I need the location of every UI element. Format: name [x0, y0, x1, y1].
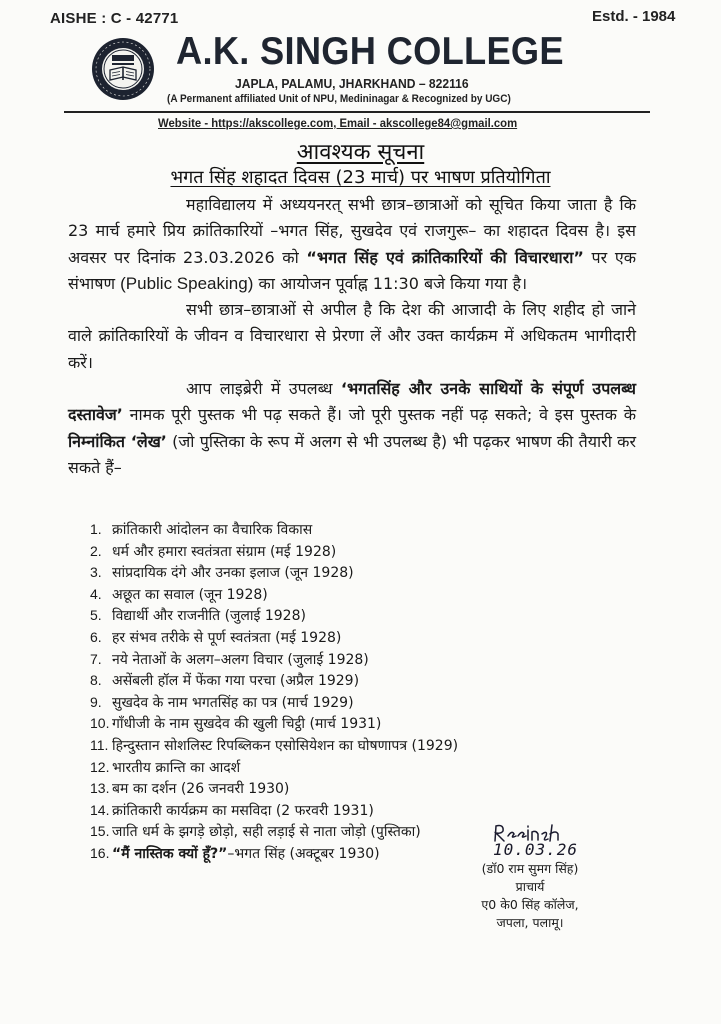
college-affiliation: (A Permanent affiliated Unit of NPU, Medininagar & Recognized by UGC): [167, 93, 511, 105]
article-title: हर संभव तरीके से पूर्ण स्वतंत्रता (मई 1928): [112, 629, 342, 646]
article-item: [90, 735, 458, 757]
signatory-designation: प्राचार्य: [515, 879, 545, 894]
article-number: 4.: [90, 585, 102, 602]
signatory-college: ए0 के0 सिंह कॉलेज,: [481, 897, 579, 912]
article-title: बम का दर्शन (26 जनवरी 1930): [112, 781, 290, 798]
aishe-code: AISHE : C - 42771: [50, 10, 179, 27]
article-item: [90, 649, 458, 671]
article-number: 5.: [90, 607, 102, 624]
para1-text: महाविद्यालय में अध्ययनरत् सभी छात्र–छात्राओं को सूचित किया जाता है कि 23 मार्च हमारे प्रिय क्रांतिकारियों –भगत सिंह, सुखदेव एवं राजगुरू– का शहादत दिवस है। इस अवसर पर दिनांक 23.03.2026 को: [68, 195, 636, 267]
paragraph-appeal: सभी छात्र–छात्राओं से अपील है कि देश की आजादी के लिए शहीद हो जाने वाले क्रांतिकारियों के जीवन व विचारधारा से प्रेरणा लें और उक्त कार्यक्रम में अधिकतम भागीदारी करें।: [68, 300, 636, 372]
article-title: सुखदेव के नाम भगतसिंह का पत्र (मार्च 1929): [112, 694, 354, 711]
articles-label: निम्नांकित ‘लेख’: [68, 431, 167, 451]
article-number: 8.: [90, 672, 102, 689]
header-divider: [64, 111, 650, 113]
para1-text-3: का आयोजन पूर्वाह्न 11:30 बजे किया गया है।: [253, 273, 528, 293]
article-number: 3.: [90, 564, 102, 581]
article-number: 13.: [90, 780, 110, 797]
notice-title: आवश्यक सूचना: [296, 140, 425, 165]
article-item: [90, 713, 458, 735]
para3-text-3: (जो पुस्तिका के रूप में अलग से भी उपलब्ध है) भी पढ़कर भाषण की तैयारी कर सकते हैं–: [68, 431, 636, 477]
article-number: 16.: [90, 844, 110, 861]
para1-text-2: पर एक संभाषण: [68, 247, 636, 293]
book-title: ‘भगतसिंह और उनके साथियों के संपूर्ण उपलब्ध दस्तावेज’: [68, 379, 637, 425]
college-address: JAPLA, PALAMU, JHARKHAND – 822116: [235, 76, 469, 91]
article-title: असेंबली हॉल में फेंका गया परचा (अप्रैल 1929): [112, 673, 360, 690]
article-number: 7.: [90, 650, 102, 667]
article-item: [90, 800, 458, 822]
article-number: 6.: [90, 628, 102, 645]
article-title: जाति धर्म के झगड़े छोड़ो, सही लड़ाई से नाता जोड़ो (पुस्तिका): [112, 824, 421, 841]
para3-text: आप लाइब्रेरी में उपलब्ध: [186, 379, 341, 399]
article-title: नये नेताओं के अलग–अलग विचार (जुलाई 1928): [112, 651, 369, 668]
article-item: [90, 778, 458, 800]
article-item: [90, 692, 458, 714]
signatory-name: (डॉ0 राम सुमग सिंह): [481, 861, 579, 876]
notice-subtitle: भगत सिंह शहादत दिवस (23 मार्च) पर भाषण प्रतियोगिता: [170, 167, 551, 188]
article-number: 15.: [90, 823, 110, 840]
signatory-block: [460, 860, 600, 932]
article-number: 11.: [90, 736, 109, 753]
article-number: 14.: [90, 801, 110, 818]
college-name: A.K. SINGH COLLEGE: [176, 30, 564, 73]
established-year: Estd. - 1984: [592, 8, 676, 25]
paragraph-library: [68, 376, 636, 481]
article-number: 10.: [90, 715, 110, 732]
article-title: धर्म और हमारा स्वतंत्रता संग्राम (मई 1928): [112, 543, 337, 560]
article-title: हिन्दुस्तान सोशलिस्ट रिपब्लिकन एसोसियेशन का घोषणापत्र (1929): [112, 737, 459, 754]
para3-text-2: नामक पूरी पुस्तक भी पढ़ सकते हैं। जो पूरी पुस्तक नहीं पढ़ सकते; वे इस पुस्तक के: [122, 405, 636, 425]
articles-list: [90, 519, 458, 865]
article-number: 2.: [90, 542, 102, 559]
article-item: [90, 541, 458, 563]
article-title: भारतीय क्रान्ति का आदर्श: [112, 759, 241, 776]
article-title: क्रांतिकारी आंदोलन का वैचारिक विकास: [112, 522, 313, 538]
article-title: –भगत सिंह (अक्टूबर 1930): [227, 845, 380, 862]
signature-date: 10.03.26: [493, 840, 579, 859]
article-item: [90, 670, 458, 692]
article-title-bold: “मैं नास्तिक क्यों हूँ?”: [112, 845, 228, 862]
article-item: [90, 757, 458, 779]
article-title: क्रांतिकारी कार्यक्रम का मसविदा (2 फरवरी 1931): [112, 802, 374, 819]
article-number: 9.: [90, 693, 102, 710]
article-title: सांप्रदायिक दंगे और उनका इलाज (जून 1928): [112, 565, 354, 582]
article-title: विद्यार्थी और राजनीति (जुलाई 1928): [112, 608, 306, 625]
article-title: अछूत का सवाल (जून 1928): [112, 586, 268, 603]
article-item: [90, 821, 458, 843]
article-number: 1.: [90, 521, 102, 537]
article-item: [90, 605, 458, 627]
paragraph-announcement: [68, 192, 636, 297]
article-item: [90, 519, 458, 541]
notice-body: [68, 192, 636, 481]
article-item: [90, 627, 458, 649]
article-title: गाँधीजी के नाम सुखदेव की खुली चिट्ठी (मार्च 1931): [112, 716, 382, 733]
contact-info: Website - https://akscollege.com, Email - akscollege84@gmail.com: [158, 116, 518, 130]
college-seal-icon: [90, 36, 156, 102]
article-item: [90, 843, 458, 865]
article-item: [90, 584, 458, 606]
article-item: [90, 562, 458, 584]
article-number: 12.: [90, 758, 110, 775]
topic-title: “भगत सिंह एवं क्रांतिकारियों की विचारधारा”: [306, 247, 584, 267]
public-speaking-label: (Public Speaking): [120, 273, 254, 293]
signatory-place: जपला, पलामू।: [496, 915, 564, 930]
